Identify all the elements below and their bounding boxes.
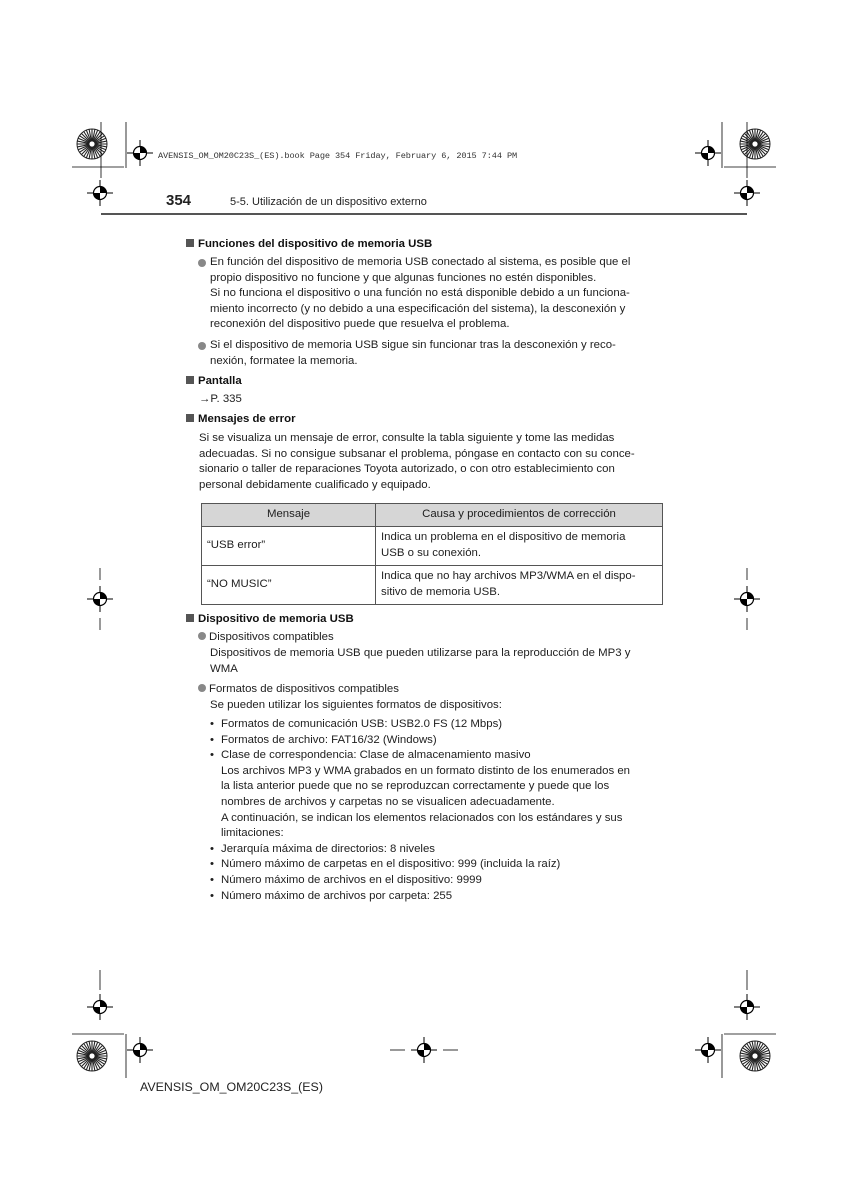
heading-pantalla: Pantalla xyxy=(186,374,242,390)
funciones-item-1: En función del dispositivo de memoria USB conectado al sistema, es posible que el propio dispositivo no funcione y que algunas funciones no estén disponibles. Si no funciona el dispositivo o una función no está disponible debido a un funciona- miento incorrecto (y no debido a una especificación del sistema), la desconexión y reconexión del dispositivo puede que resuelva el problema. xyxy=(210,255,662,333)
formatos-note: Los archivos MP3 y WMA grabados en un formato distinto de los enumerados en la lista anterior puede que no se reproduzcan correctamente y puede que los nombres de archivos y carpetas no se visualicen adecuadamente. A continuación, se indican los elementos relacionados con los estándares y sus limitaciones: xyxy=(221,764,631,840)
heading-mensajes: Mensajes de error xyxy=(186,412,296,428)
bottom-left-registration-mark xyxy=(72,970,153,1078)
list-item: • Número máximo de archivos por carpeta: 255 xyxy=(210,889,453,902)
right-middle-registration-mark xyxy=(734,586,760,612)
top-left-registration-mark xyxy=(72,122,153,206)
list-item: • Formatos de archivo: FAT16/32 (Windows) xyxy=(210,733,437,746)
formatos-label: Formatos de dispositivos compatibles xyxy=(198,682,399,698)
table-header-causa: Causa y procedimientos de corrección xyxy=(376,504,663,527)
table-cell-cause: Indica un problema en el dispositivo de memoria USB o su conexión. xyxy=(376,527,663,566)
footer-doc-code: AVENSIS_OM_OM20C23S_(ES) xyxy=(140,1080,323,1094)
error-messages-table xyxy=(201,503,663,605)
circle-bullet-icon xyxy=(198,684,206,692)
header-rule xyxy=(101,213,747,215)
formatos-list xyxy=(210,717,662,904)
circle-bullet-icon xyxy=(198,632,206,640)
table-cell-message: “USB error” xyxy=(202,527,376,566)
table-cell-cause: Indica que no hay archivos MP3/WMA en el dispo- sitivo de memoria USB. xyxy=(376,566,663,605)
table-row xyxy=(202,527,663,566)
list-item: • Número máximo de archivos en el dispositivo: 9999 xyxy=(210,873,482,886)
list-item: • Jerarquía máxima de directorios: 8 niveles xyxy=(210,842,435,855)
pantalla-page-reference[interactable]: →P. 335 xyxy=(199,393,242,405)
table-header-mensaje: Mensaje xyxy=(202,504,376,527)
formatos-intro: Se pueden utilizar los siguientes formatos de dispositivos: xyxy=(210,699,502,711)
left-middle-registration-mark xyxy=(87,586,113,612)
circle-bullet-icon xyxy=(198,259,206,267)
square-bullet-icon xyxy=(186,414,194,422)
table-row xyxy=(202,566,663,605)
mensajes-paragraph: Si se visualiza un mensaje de error, consulte la tabla siguiente y tome las medidas adecuadas. Si no consigue subsanar el problema, póngase en contacto con su conce- sionario o taller de reparaciones Toyota autorizado, o con otro establecimiento con personal debidamente cualificado y equipado. xyxy=(199,432,635,491)
section-title: 5-5. Utilización de un dispositivo externo xyxy=(230,196,427,208)
square-bullet-icon xyxy=(186,376,194,384)
circle-bullet-icon xyxy=(198,342,206,350)
funciones-item-2: Si el dispositivo de memoria USB sigue sin funcionar tras la desconexión y reco- nexión, formatee la memoria. xyxy=(210,338,662,369)
list-item: • Número máximo de carpetas en el dispositivo: 999 (incluida la raíz) xyxy=(210,858,561,871)
compatibles-text: Dispositivos de memoria USB que pueden utilizarse para la reproducción de MP3 y WMA xyxy=(210,647,631,675)
heading-funciones: Funciones del dispositivo de memoria USB xyxy=(186,237,432,253)
heading-dispositivo: Dispositivo de memoria USB xyxy=(186,612,354,628)
list-item: • Clase de correspondencia: Clase de almacenamiento masivo xyxy=(210,749,531,762)
square-bullet-icon xyxy=(186,239,194,247)
bottom-right-registration-mark xyxy=(695,970,776,1078)
table-cell-message: “NO MUSIC” xyxy=(202,566,376,605)
page-number: 354 xyxy=(166,192,192,209)
top-right-registration-mark xyxy=(695,122,776,206)
square-bullet-icon xyxy=(186,614,194,622)
book-meta-line: AVENSIS_OM_OM20C23S_(ES).book Page 354 Friday, February 6, 2015 7:44 PM xyxy=(158,151,518,161)
compatibles-label: Dispositivos compatibles xyxy=(198,630,334,646)
list-item: • Formatos de comunicación USB: USB2.0 FS (12 Mbps) xyxy=(210,718,503,730)
bottom-center-registration-mark xyxy=(411,1037,437,1063)
